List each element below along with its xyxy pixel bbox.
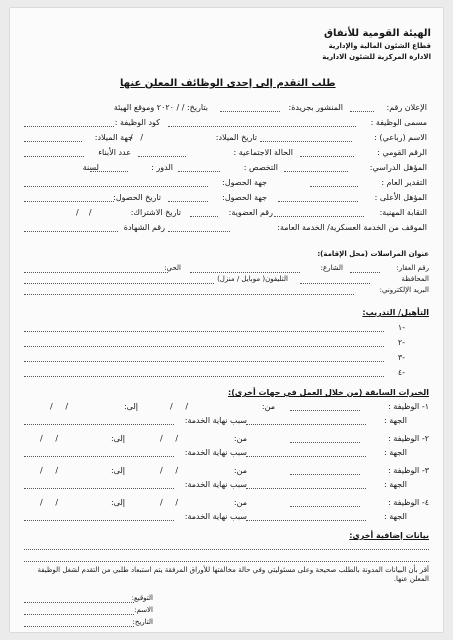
birth-date-slashes: / / bbox=[130, 133, 144, 142]
obtain-date-label: تاريخ الحصول: bbox=[113, 193, 161, 202]
declaration-text: أقر بأن البيانات المدونة بالطلب صحيحة وعلى مسئوليتي وفي حالة مخالفتها للأوراق المرفقة يتم استبعاد طلبي من التقدم لشغل الوظيفة المعلن عنها. bbox=[37, 566, 429, 583]
exp3-job-line[interactable] bbox=[290, 474, 360, 475]
exp2-org-label: الجهة : bbox=[383, 448, 407, 457]
exp2-to-label: إلى: bbox=[110, 434, 125, 443]
ad-number-label: الإعلان رقم: bbox=[386, 103, 427, 112]
exp4-to-label: إلى: bbox=[110, 498, 125, 507]
property-line[interactable] bbox=[350, 272, 380, 273]
job-title-label: مسمى الوظيفة : bbox=[370, 118, 427, 127]
sign-date-line[interactable] bbox=[24, 626, 134, 627]
exp4-org-label: الجهة : bbox=[383, 512, 407, 521]
exp1-from-label: من: bbox=[261, 402, 275, 411]
name-label: الاسم (رباعي) : bbox=[374, 133, 427, 142]
military-line[interactable] bbox=[168, 231, 230, 232]
job-code-label: كود الوظيفة : bbox=[114, 118, 160, 127]
military-label: الموقف من الخدمة العسكرية/ الخدمة العامة: bbox=[277, 223, 427, 232]
qualification-label: المؤهل الدراسي: bbox=[369, 163, 427, 172]
job-title-line[interactable] bbox=[168, 126, 356, 127]
birth-place-line[interactable] bbox=[24, 141, 82, 142]
signer-name-line[interactable] bbox=[24, 614, 134, 615]
exp4-job-line[interactable] bbox=[290, 506, 360, 507]
higher-qual-line[interactable] bbox=[278, 201, 358, 202]
newspaper-label: المنشور بجريدة: bbox=[288, 103, 343, 112]
exp3-org-label: الجهة : bbox=[383, 480, 407, 489]
exp4-from-label: من: bbox=[233, 498, 247, 507]
sub-date-label: تاريخ الاشتراك: bbox=[130, 208, 181, 217]
street-line[interactable] bbox=[190, 272, 300, 273]
national-id-label: الرقم القومي : bbox=[377, 148, 427, 157]
year-label: لسنة bbox=[82, 163, 99, 172]
exp2-job-line[interactable] bbox=[290, 442, 360, 443]
exp1-job-line[interactable] bbox=[290, 410, 360, 411]
training-line-3[interactable] bbox=[24, 361, 384, 362]
exp4-to-slashes: / / bbox=[40, 498, 59, 507]
exp2-to-slashes: / / bbox=[40, 434, 59, 443]
issuer-label: جهة الحصول: bbox=[222, 178, 267, 187]
governorate-label: المحافظة bbox=[401, 275, 429, 283]
obtain-date-line[interactable] bbox=[24, 201, 114, 202]
email-label: البريد الإلكتروني: bbox=[379, 286, 429, 294]
exp4-reason-line[interactable] bbox=[24, 520, 174, 521]
exp3-reason-label: سبب نهاية الخدمة: bbox=[184, 480, 247, 489]
exp1-to-label: إلى: bbox=[123, 402, 138, 411]
exp2-job-label: ٢- الوظيفة : bbox=[388, 434, 429, 443]
exp3-to-slashes: / / bbox=[40, 466, 59, 475]
exp2-org-line[interactable] bbox=[246, 456, 366, 457]
sector-name: قطاع الشئون المالية والإدارية bbox=[328, 42, 431, 50]
job-code-line[interactable] bbox=[24, 126, 114, 127]
cert-no-line[interactable] bbox=[24, 231, 118, 232]
additional-title: بيانات إضافية أخرى: bbox=[349, 531, 429, 540]
ad-number-line[interactable] bbox=[350, 111, 374, 112]
marital-status-label: الحالة الاجتماعية : bbox=[233, 148, 293, 157]
children-line[interactable] bbox=[24, 156, 84, 157]
property-label: رقم العقار: bbox=[396, 264, 429, 272]
training-line-1[interactable] bbox=[24, 331, 384, 332]
national-id-line[interactable] bbox=[300, 156, 354, 157]
exp3-job-label: ٣- الوظيفة : bbox=[388, 466, 429, 475]
signature-line[interactable] bbox=[24, 602, 134, 603]
exp2-reason-line[interactable] bbox=[24, 456, 174, 457]
exp3-reason-line[interactable] bbox=[24, 488, 174, 489]
additional-line-2[interactable] bbox=[24, 561, 429, 562]
experience-title: الخبرات السابقة (من خلال العمل في جهات أخرى): bbox=[228, 388, 429, 397]
sub-date-slashes: / / bbox=[76, 208, 92, 217]
email-line[interactable] bbox=[24, 294, 354, 295]
org-name: الهيئة القومية للأنفاق bbox=[324, 28, 431, 39]
union-line[interactable] bbox=[274, 216, 364, 217]
governorate-line[interactable] bbox=[300, 283, 370, 284]
exp2-reason-label: سبب نهاية الخدمة: bbox=[184, 448, 247, 457]
exp4-org-line[interactable] bbox=[246, 520, 366, 521]
department-name: الادارة المركزية للشئون الادارية bbox=[322, 53, 431, 61]
training-item-2: -٢ bbox=[397, 338, 405, 347]
exp1-job-label: ١- الوظيفة : bbox=[388, 402, 429, 411]
newspaper-line[interactable] bbox=[220, 111, 280, 112]
sign-date-label: التاريخ: bbox=[132, 618, 153, 626]
birth-date-label: تاريخ الميلاد: bbox=[215, 133, 257, 142]
training-item-3: -٣ bbox=[397, 353, 405, 362]
higher-qual-label: المؤهل الأعلى : bbox=[374, 193, 427, 202]
grade-label: التقدير العام : bbox=[381, 178, 427, 187]
signer-name-label: الاسم: bbox=[134, 606, 153, 614]
specialization-line[interactable] bbox=[178, 171, 220, 172]
additional-line-1[interactable] bbox=[24, 549, 429, 550]
exp1-reason-line[interactable] bbox=[24, 424, 174, 425]
district-label: الحي: bbox=[164, 264, 181, 272]
ad-date-label: بتاريخ: / / ٢٠٢٠ وموقع الهيئة bbox=[113, 103, 208, 112]
issuer-line[interactable] bbox=[24, 186, 208, 187]
exp1-org-label: الجهة : bbox=[383, 416, 407, 425]
signature-label: التوقيع: bbox=[131, 594, 153, 602]
grade-line[interactable] bbox=[310, 186, 358, 187]
exp4-reason-label: سبب نهاية الخدمة: bbox=[184, 512, 247, 521]
specialization-label: التخصص : bbox=[243, 163, 278, 172]
street-label: الشارع: bbox=[320, 264, 343, 272]
exp3-from-slashes: / / bbox=[160, 466, 179, 475]
exp3-to-label: إلى: bbox=[110, 466, 125, 475]
training-item-4: -٤ bbox=[397, 368, 405, 377]
phone-line[interactable] bbox=[24, 283, 214, 284]
district-line[interactable] bbox=[24, 272, 168, 273]
form-title: طلب التقدم إلى إحدى الوظائف المعلن عنها bbox=[120, 78, 336, 89]
round-label: الدور : bbox=[151, 163, 173, 172]
application-form-sheet bbox=[10, 8, 443, 632]
training-line-4[interactable] bbox=[24, 376, 384, 377]
exp3-from-label: من: bbox=[233, 466, 247, 475]
exp1-to-slashes: / / bbox=[50, 402, 69, 411]
member-no-line[interactable] bbox=[190, 216, 218, 217]
union-label: النقابة المهنية: bbox=[379, 208, 427, 217]
exp1-from-slashes: / / bbox=[170, 402, 189, 411]
member-no-label: رقم العضوية: bbox=[228, 208, 273, 217]
exp3-org-line[interactable] bbox=[246, 488, 366, 489]
exp1-reason-label: سبب نهاية الخدمة: bbox=[184, 416, 247, 425]
exp4-job-label: ٤- الوظيفة : bbox=[388, 498, 429, 507]
issuer2-label: جهة الحصول: bbox=[222, 193, 267, 202]
issuer2-line[interactable] bbox=[168, 201, 208, 202]
marital-status-line[interactable] bbox=[138, 156, 186, 157]
exp4-from-slashes: / / bbox=[160, 498, 179, 507]
exp2-from-slashes: / / bbox=[160, 434, 179, 443]
exp2-from-label: من: bbox=[233, 434, 247, 443]
phone-label: التليفون( موبايل / منزل) bbox=[217, 275, 288, 283]
children-label: عدد الأبناء bbox=[98, 148, 131, 157]
address-title: عنوان المراسلات (محل الإقامة): bbox=[317, 250, 429, 258]
cert-no-label: رقم الشهادة bbox=[123, 223, 165, 232]
exp1-org-line[interactable] bbox=[246, 424, 366, 425]
qualification-line[interactable] bbox=[284, 171, 348, 172]
training-title: التأهيل/ التدريب: bbox=[362, 308, 429, 317]
name-line[interactable] bbox=[260, 141, 352, 142]
training-item-1: -١ bbox=[397, 323, 405, 332]
birth-place-label: جهة الميلاد: bbox=[94, 133, 133, 142]
training-line-2[interactable] bbox=[24, 346, 384, 347]
